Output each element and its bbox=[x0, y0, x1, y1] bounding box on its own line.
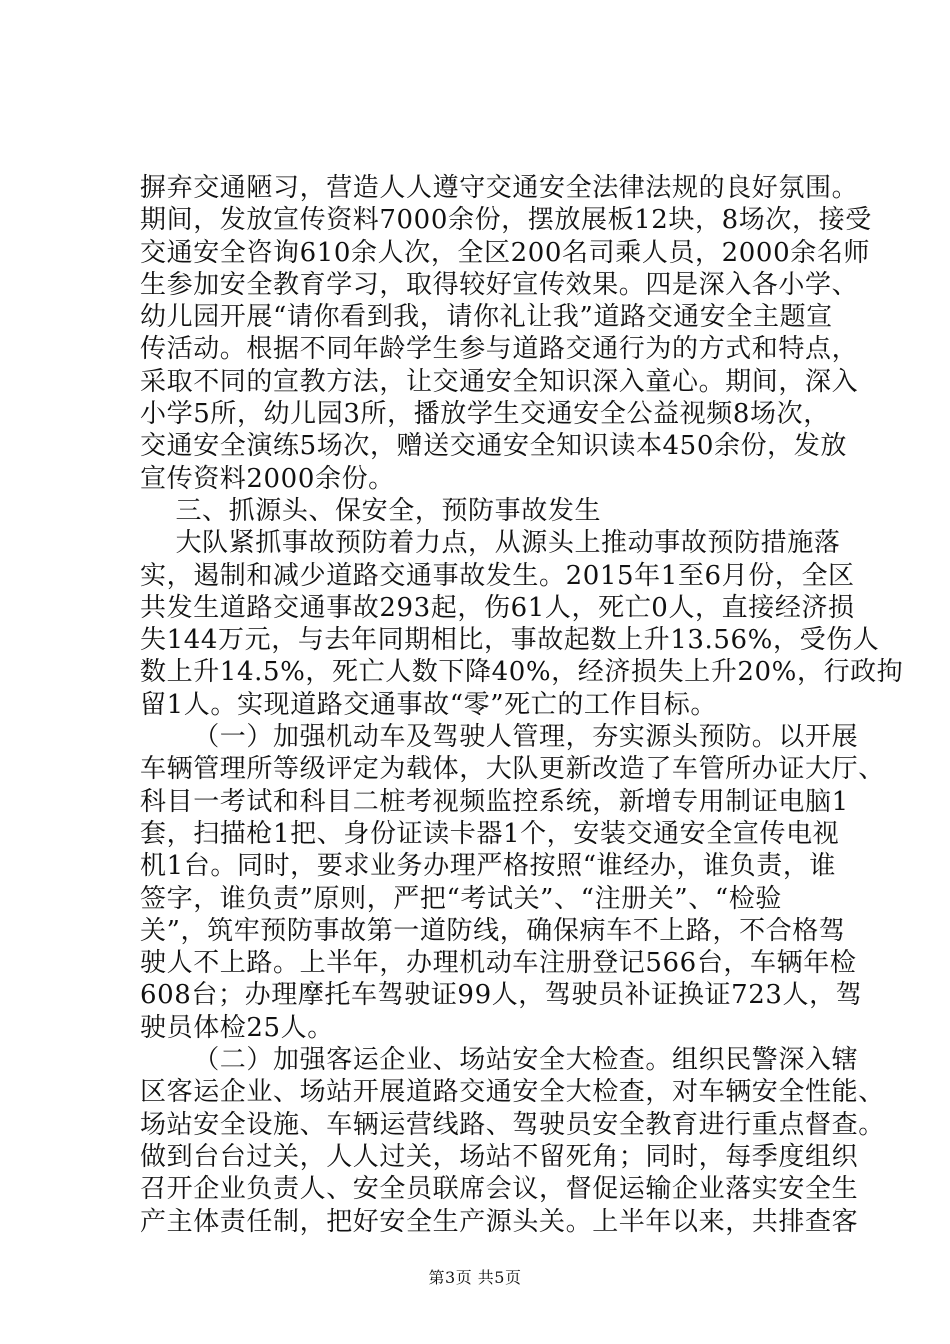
section-heading: 三、抓源头、保安全，预防事故发生 bbox=[140, 495, 602, 526]
page-footer: 第3页 共5页 bbox=[428, 1268, 522, 1287]
text-line: 驶员体检25人。 bbox=[140, 1012, 334, 1043]
text-line: 交通安全咨询610余人次，全区200名司乘人员，2000余名师 bbox=[140, 237, 871, 268]
text-line: 留1人。实现道路交通事故“零”死亡的工作目标。 bbox=[140, 689, 717, 720]
text-line: 宣传资料2000余份。 bbox=[140, 463, 395, 494]
text-line: 实，遏制和减少道路交通事故发生。2015年1至6月份，全区 bbox=[140, 560, 855, 591]
text-line: 科目一考试和科目二桩考视频监控系统，新增专用制证电脑1 bbox=[140, 786, 849, 817]
subsection-start: （二）加强客运企业、场站安全大检查。组织民警深入辖 bbox=[140, 1045, 859, 1076]
text-line: 小学5所，幼儿园3所，播放学生交通安全公益视频8场次， bbox=[140, 399, 830, 430]
text-line: 签字，谁负责”原则，严把“考试关”、“注册关”、“检验 bbox=[140, 883, 782, 914]
text-line: 数上升14.5%，死亡人数下降40%，经济损失上升20%，行政拘 bbox=[140, 657, 904, 688]
text-line: 场站安全设施、车辆运营线路、驾驶员安全教育进行重点督查。 bbox=[140, 1109, 885, 1140]
text-line: 车辆管理所等级评定为载体，大队更新改造了车管所办证大厅、 bbox=[140, 754, 885, 785]
text-line: 套，扫描枪1把、身份证读卡器1个，安装交通安全宣传电视 bbox=[140, 818, 840, 849]
text-line: 机1台。同时，要求业务办理严格按照“谁经办，谁负责，谁 bbox=[140, 851, 837, 882]
text-line: 摒弃交通陋习，营造人人遵守交通安全法律法规的良好氛围。 bbox=[140, 173, 859, 203]
text-line: 失144万元，与去年同期相比，事故起数上升13.56%，受伤人 bbox=[140, 625, 880, 656]
text-line: 共发生道路交通事故293起，伤61人，死亡0人，直接经济损 bbox=[140, 592, 855, 623]
text-line: 大队紧抓事故预防着力点，从源头上推动事故预防措施落 bbox=[140, 528, 841, 559]
text-line: 生参加安全教育学习，取得较好宣传效果。四是深入各小学、 bbox=[140, 269, 859, 300]
text-line: 传活动。根据不同年龄学生参与道路交通行为的方式和特点， bbox=[140, 334, 859, 365]
text-line: 608台；办理摩托车驾驶证99人，驾驶员补证换证723人，驾 bbox=[140, 980, 863, 1011]
text-line: 采取不同的宣教方法，让交通安全知识深入童心。期间，深入 bbox=[140, 366, 859, 397]
text-line: 区客运企业、场站开展道路交通安全大检查，对车辆安全性能、 bbox=[140, 1077, 885, 1108]
text-line: 驶人不上路。上半年，办理机动车注册登记566台，车辆年检 bbox=[140, 948, 857, 979]
text-line: 关”，筑牢预防事故第一道防线，确保病车不上路，不合格驾 bbox=[140, 915, 846, 946]
text-line: 幼儿园开展“请你看到我，请你礼让我”道路交通安全主题宣 bbox=[140, 302, 833, 333]
subsection-start: （一）加强机动车及驾驶人管理，夯实源头预防。以开展 bbox=[140, 722, 859, 753]
text-line: 召开企业负责人、安全员联席会议，督促运输企业落实安全生 bbox=[140, 1174, 859, 1205]
text-line: 做到台台过关，人人过关，场站不留死角；同时，每季度组织 bbox=[140, 1141, 859, 1172]
body-text bbox=[140, 172, 904, 1238]
text-line: 期间，发放宣传资料7000余份，摆放展板12块，8场次，接受 bbox=[140, 205, 872, 236]
text-line: 交通安全演练5场次，赠送交通安全知识读本450余份，发放 bbox=[140, 431, 847, 462]
text-line: 产主体责任制，把好安全生产源头关。上半年以来，共排查客 bbox=[140, 1206, 859, 1237]
